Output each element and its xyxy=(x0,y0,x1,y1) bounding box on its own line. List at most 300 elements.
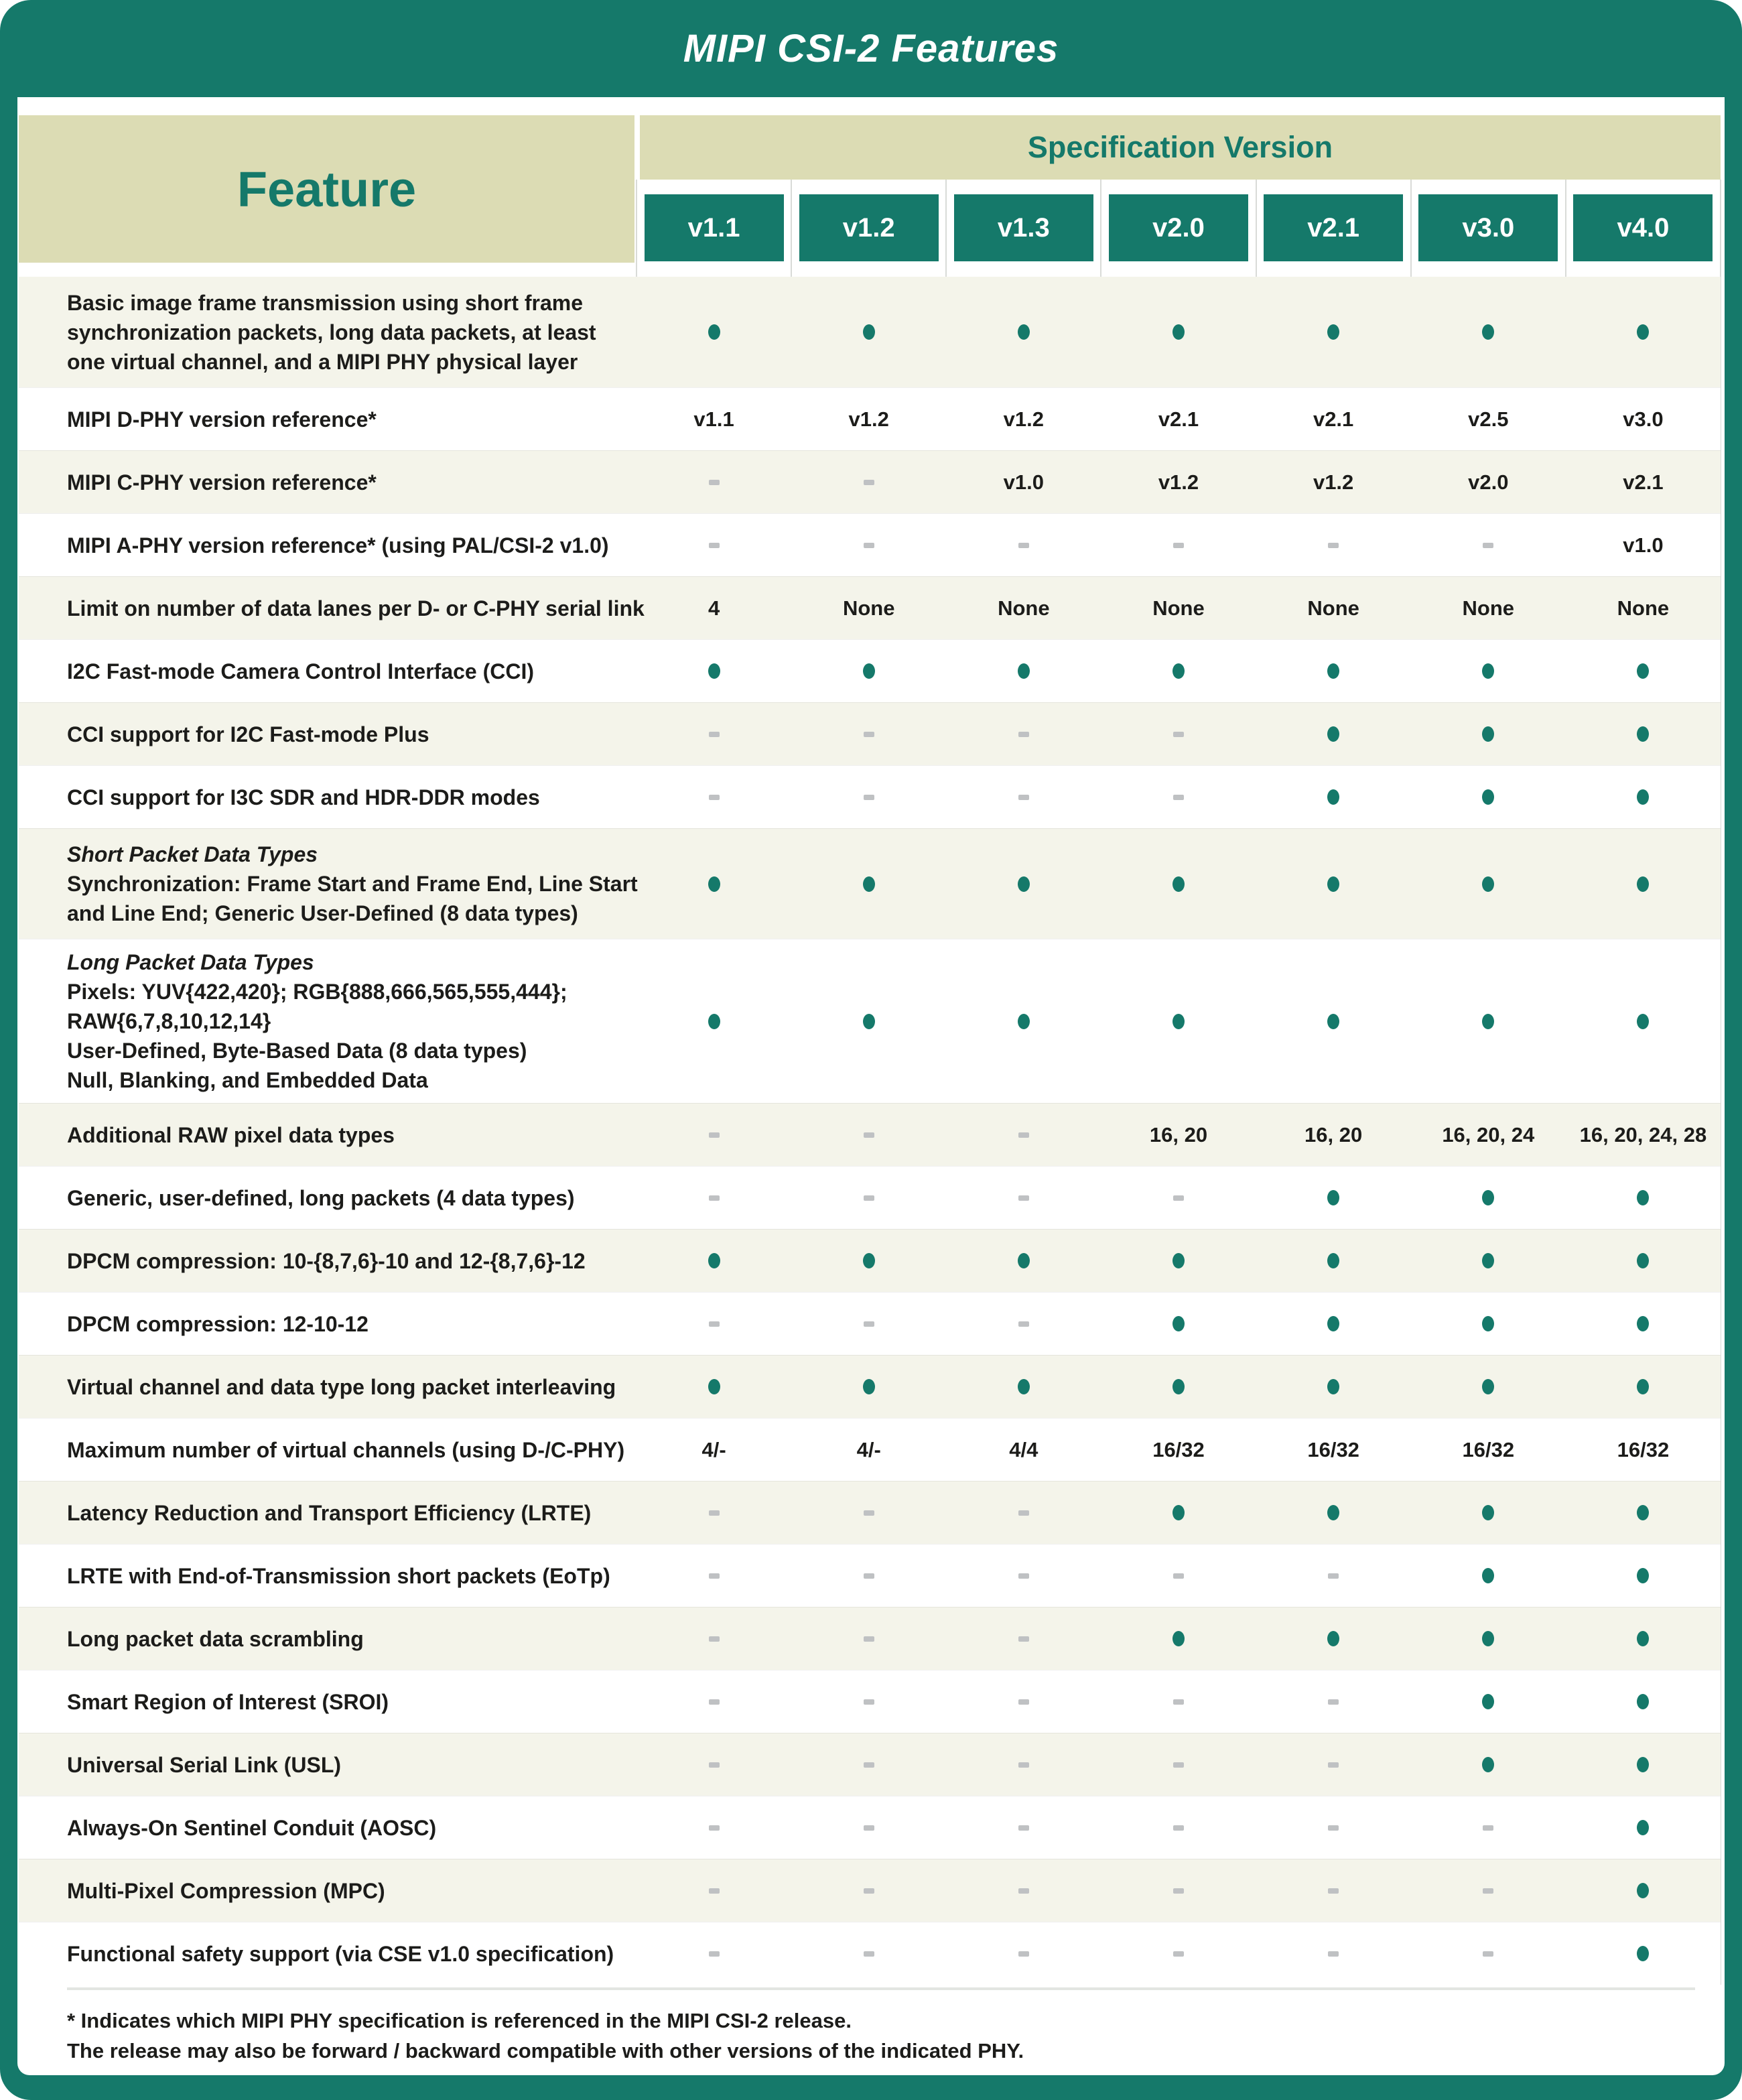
not-supported-dash-icon xyxy=(1018,1636,1029,1642)
page-title: MIPI CSI-2 Features xyxy=(683,27,1059,70)
value-cell xyxy=(1101,766,1256,828)
not-supported-dash-icon xyxy=(864,795,874,800)
value-text: v1.2 xyxy=(1158,470,1199,494)
feature-text-line: DPCM compression: 10-{8,7,6}-10 and 12-{8,7,6}-12 xyxy=(67,1248,586,1273)
value-cell xyxy=(636,1796,791,1859)
not-supported-dash-icon xyxy=(1173,1573,1184,1579)
value-cell xyxy=(1256,1356,1411,1418)
version-header-v4.0: v4.0 xyxy=(1573,194,1713,261)
value-cell xyxy=(791,577,946,639)
feature-text-line: Latency Reduction and Transport Efficiency (LRTE) xyxy=(67,1500,592,1525)
value-text: v3.0 xyxy=(1623,407,1664,431)
value-cell xyxy=(1411,939,1566,1103)
feature-cell xyxy=(19,939,636,1103)
supported-dot-icon xyxy=(1637,1379,1649,1394)
value-text: 16, 20, 24 xyxy=(1442,1122,1535,1146)
value-cell xyxy=(1256,1607,1411,1670)
feature-cell xyxy=(19,1104,636,1166)
not-supported-dash-icon xyxy=(1018,732,1029,737)
version-header-v2.0: v2.0 xyxy=(1109,194,1248,261)
value-cell xyxy=(1566,577,1721,639)
not-supported-dash-icon xyxy=(1173,795,1184,800)
value-cell xyxy=(1566,1230,1721,1292)
supported-dot-icon xyxy=(708,663,720,679)
feature-text-line: synchronization packets, long data packets, at least xyxy=(67,320,596,344)
supported-dot-icon xyxy=(1637,1946,1649,1961)
not-supported-dash-icon xyxy=(1483,1825,1493,1831)
value-cell xyxy=(1411,640,1566,702)
not-supported-dash-icon xyxy=(864,1195,874,1201)
supported-dot-icon xyxy=(1018,1014,1030,1029)
value-cell xyxy=(1411,766,1566,828)
supported-dot-icon xyxy=(1637,1190,1649,1205)
value-cell xyxy=(1566,1670,1721,1733)
not-supported-dash-icon xyxy=(1018,1825,1029,1831)
value-text: 16/32 xyxy=(1152,1437,1205,1461)
supported-dot-icon xyxy=(1482,1014,1494,1029)
value-cell xyxy=(1101,1733,1256,1796)
not-supported-dash-icon xyxy=(1483,543,1493,548)
value-text: v1.2 xyxy=(1313,470,1354,494)
value-cell xyxy=(636,388,791,450)
feature-text-line: Long packet data scrambling xyxy=(67,1626,364,1651)
table-row xyxy=(19,1922,1721,1985)
value-cell xyxy=(946,1670,1101,1733)
value-cell xyxy=(636,277,791,387)
table-row xyxy=(19,513,1721,576)
value-cell xyxy=(636,1167,791,1229)
value-cell xyxy=(946,640,1101,702)
value-cell xyxy=(1256,577,1411,639)
value-cell xyxy=(946,1922,1101,1985)
supported-dot-icon xyxy=(1327,1014,1339,1029)
value-cell xyxy=(946,1104,1101,1166)
not-supported-dash-icon xyxy=(709,1762,720,1768)
table-row xyxy=(19,828,1721,939)
supported-dot-icon xyxy=(708,1253,720,1268)
value-text: v2.1 xyxy=(1313,407,1354,431)
table-row xyxy=(19,702,1721,765)
value-cell xyxy=(946,1167,1101,1229)
value-cell xyxy=(1101,1293,1256,1355)
feature-text-line: CCI support for I2C Fast-mode Plus xyxy=(67,722,429,746)
value-cell xyxy=(946,1607,1101,1670)
feature-cell xyxy=(19,1293,636,1355)
table-row xyxy=(19,450,1721,513)
value-cell xyxy=(1411,1356,1566,1418)
value-cell xyxy=(1101,1859,1256,1922)
supported-dot-icon xyxy=(1482,726,1494,742)
supported-dot-icon xyxy=(1637,1820,1649,1835)
supported-dot-icon xyxy=(1327,1253,1339,1268)
not-supported-dash-icon xyxy=(1328,1699,1339,1705)
value-cell xyxy=(1411,1859,1566,1922)
not-supported-dash-icon xyxy=(1173,1762,1184,1768)
value-cell xyxy=(791,640,946,702)
value-cell xyxy=(1411,1922,1566,1985)
supported-dot-icon xyxy=(1637,876,1649,892)
value-cell xyxy=(946,939,1101,1103)
value-cell xyxy=(1411,1796,1566,1859)
value-cell xyxy=(946,766,1101,828)
supported-dot-icon xyxy=(1327,876,1339,892)
not-supported-dash-icon xyxy=(1173,1825,1184,1831)
not-supported-dash-icon xyxy=(709,1321,720,1327)
value-cell xyxy=(946,577,1101,639)
value-cell xyxy=(636,1545,791,1607)
not-supported-dash-icon xyxy=(709,1888,720,1894)
not-supported-dash-icon xyxy=(864,1699,874,1705)
not-supported-dash-icon xyxy=(1328,1888,1339,1894)
value-cell xyxy=(791,766,946,828)
value-cell xyxy=(1411,277,1566,387)
value-cell xyxy=(791,1670,946,1733)
footnote xyxy=(67,2006,1024,2066)
value-cell xyxy=(946,1859,1101,1922)
value-cell xyxy=(1256,766,1411,828)
supported-dot-icon xyxy=(1018,324,1030,340)
feature-cell xyxy=(19,1733,636,1796)
value-cell xyxy=(1101,1356,1256,1418)
supported-dot-icon xyxy=(1018,876,1030,892)
value-cell xyxy=(1256,1545,1411,1607)
not-supported-dash-icon xyxy=(1018,1321,1029,1327)
feature-cell xyxy=(19,766,636,828)
title-band xyxy=(0,0,1742,97)
value-cell xyxy=(1256,703,1411,765)
value-text: v2.1 xyxy=(1158,407,1199,431)
table-row xyxy=(19,1355,1721,1418)
value-cell xyxy=(946,1230,1101,1292)
feature-heading-line: Long Packet Data Types xyxy=(67,950,314,974)
value-cell xyxy=(791,451,946,513)
value-cell xyxy=(1411,829,1566,939)
value-cell xyxy=(1256,277,1411,387)
not-supported-dash-icon xyxy=(709,1510,720,1516)
feature-text-line: MIPI D-PHY version reference* xyxy=(67,407,377,432)
supported-dot-icon xyxy=(863,1379,875,1394)
supported-dot-icon xyxy=(863,663,875,679)
feature-text-line: RAW{6,7,8,10,12,14} xyxy=(67,1009,271,1033)
feature-text-line: Virtual channel and data type long packet interleaving xyxy=(67,1374,616,1399)
value-cell xyxy=(1101,1545,1256,1607)
value-cell xyxy=(791,1796,946,1859)
value-text: 16/32 xyxy=(1462,1437,1515,1461)
feature-text-line: Smart Region of Interest (SROI) xyxy=(67,1689,389,1714)
not-supported-dash-icon xyxy=(709,1825,720,1831)
table-row xyxy=(19,576,1721,639)
value-cell xyxy=(1256,1796,1411,1859)
feature-cell xyxy=(19,1167,636,1229)
feature-text-line: DPCM compression: 12-10-12 xyxy=(67,1311,368,1336)
feature-cell xyxy=(19,577,645,639)
value-cell xyxy=(1256,451,1411,513)
supported-dot-icon xyxy=(1482,1694,1494,1709)
value-text: v2.1 xyxy=(1623,470,1664,494)
footnote-line-1: * Indicates which MIPI PHY specification is referenced in the MIPI CSI-2 release. xyxy=(67,2009,852,2032)
feature-heading-line: Short Packet Data Types xyxy=(67,842,318,866)
not-supported-dash-icon xyxy=(1018,543,1029,548)
value-cell xyxy=(1566,277,1721,387)
supported-dot-icon xyxy=(1637,324,1649,340)
value-cell xyxy=(1101,1167,1256,1229)
not-supported-dash-icon xyxy=(864,1636,874,1642)
supported-dot-icon xyxy=(1482,789,1494,805)
table-row xyxy=(19,277,1721,387)
not-supported-dash-icon xyxy=(1018,1195,1029,1201)
feature-text-line: Always-On Sentinel Conduit (AOSC) xyxy=(67,1815,437,1840)
value-text: 4 xyxy=(708,596,720,620)
feature-text-line: Additional RAW pixel data types xyxy=(67,1122,395,1147)
table-row xyxy=(19,1103,1721,1166)
value-text: None xyxy=(998,596,1050,620)
not-supported-dash-icon xyxy=(1483,1888,1493,1894)
value-cell xyxy=(1411,451,1566,513)
supported-dot-icon xyxy=(1637,1631,1649,1646)
feature-text-line: MIPI C-PHY version reference* xyxy=(67,470,377,495)
value-cell xyxy=(1411,1482,1566,1544)
value-text: 16, 20, 24, 28 xyxy=(1579,1122,1707,1146)
supported-dot-icon xyxy=(1172,663,1185,679)
feature-text-line: Null, Blanking, and Embedded Data xyxy=(67,1068,428,1092)
not-supported-dash-icon xyxy=(709,732,720,737)
table-row xyxy=(19,1859,1721,1922)
version-header-v2.1: v2.1 xyxy=(1264,194,1403,261)
supported-dot-icon xyxy=(863,1014,875,1029)
table-row xyxy=(19,1166,1721,1229)
not-supported-dash-icon xyxy=(1018,1951,1029,1957)
supported-dot-icon xyxy=(708,324,720,340)
value-cell xyxy=(1256,388,1411,450)
value-cell xyxy=(1101,1104,1256,1166)
not-supported-dash-icon xyxy=(864,1951,874,1957)
not-supported-dash-icon xyxy=(1018,1573,1029,1579)
value-cell xyxy=(946,277,1101,387)
value-cell xyxy=(1411,1419,1566,1481)
value-text: v1.2 xyxy=(1003,407,1045,431)
value-cell xyxy=(1566,1796,1721,1859)
not-supported-dash-icon xyxy=(1173,1195,1184,1201)
value-cell xyxy=(791,277,946,387)
not-supported-dash-icon xyxy=(1173,1888,1184,1894)
value-cell xyxy=(946,1293,1101,1355)
supported-dot-icon xyxy=(1018,663,1030,679)
supported-dot-icon xyxy=(1637,663,1649,679)
supported-dot-icon xyxy=(1018,1379,1030,1394)
value-cell xyxy=(636,1482,791,1544)
value-cell xyxy=(791,1922,946,1985)
value-cell xyxy=(636,1607,791,1670)
not-supported-dash-icon xyxy=(1018,1762,1029,1768)
table-row xyxy=(19,639,1721,702)
table-row xyxy=(19,1607,1721,1670)
value-cell xyxy=(636,1670,791,1733)
value-cell xyxy=(1566,766,1721,828)
feature-cell xyxy=(19,451,636,513)
supported-dot-icon xyxy=(1637,1253,1649,1268)
value-cell xyxy=(636,640,791,702)
feature-cell xyxy=(19,829,636,939)
value-cell xyxy=(946,1356,1101,1418)
supported-dot-icon xyxy=(863,1253,875,1268)
not-supported-dash-icon xyxy=(1018,1132,1029,1138)
value-cell xyxy=(636,514,791,576)
value-cell xyxy=(1411,1167,1566,1229)
value-cell xyxy=(946,703,1101,765)
not-supported-dash-icon xyxy=(1173,732,1184,737)
supported-dot-icon xyxy=(1172,324,1185,340)
not-supported-dash-icon xyxy=(864,732,874,737)
supported-dot-icon xyxy=(1482,1568,1494,1583)
not-supported-dash-icon xyxy=(709,543,720,548)
value-cell xyxy=(1411,388,1566,450)
feature-cell xyxy=(19,1922,636,1985)
value-cell xyxy=(1101,514,1256,576)
feature-text-line: I2C Fast-mode Camera Control Interface (CCI) xyxy=(67,659,535,683)
feature-text-line: Synchronization: Frame Start and Frame End, Line Start xyxy=(67,872,638,896)
supported-dot-icon xyxy=(1327,324,1339,340)
feature-cell xyxy=(19,388,636,450)
value-cell xyxy=(1566,640,1721,702)
table-row xyxy=(19,1670,1721,1733)
feature-cell xyxy=(19,514,636,576)
not-supported-dash-icon xyxy=(1328,1573,1339,1579)
not-supported-dash-icon xyxy=(864,1573,874,1579)
supported-dot-icon xyxy=(1482,1316,1494,1331)
not-supported-dash-icon xyxy=(1018,1888,1029,1894)
value-text: None xyxy=(1307,596,1359,620)
supported-dot-icon xyxy=(708,1379,720,1394)
supported-dot-icon xyxy=(1327,663,1339,679)
not-supported-dash-icon xyxy=(709,1195,720,1201)
value-text: None xyxy=(1617,596,1670,620)
value-cell xyxy=(1411,577,1566,639)
value-cell xyxy=(636,766,791,828)
value-cell xyxy=(1256,1670,1411,1733)
feature-text-line: CCI support for I3C SDR and HDR-DDR modes xyxy=(67,785,540,809)
value-cell xyxy=(1256,1922,1411,1985)
value-cell xyxy=(1101,703,1256,765)
value-cell xyxy=(1566,1356,1721,1418)
value-text: v2.0 xyxy=(1468,470,1509,494)
not-supported-dash-icon xyxy=(1173,1951,1184,1957)
supported-dot-icon xyxy=(863,324,875,340)
value-cell xyxy=(1101,277,1256,387)
value-cell xyxy=(791,1545,946,1607)
value-cell xyxy=(791,1293,946,1355)
value-cell xyxy=(1566,1293,1721,1355)
feature-text-line: LRTE with End-of-Transmission short packets (EoTp) xyxy=(67,1563,610,1588)
value-cell xyxy=(1411,1545,1566,1607)
value-cell xyxy=(636,1356,791,1418)
value-cell xyxy=(1566,1545,1721,1607)
table-row xyxy=(19,765,1721,828)
supported-dot-icon xyxy=(1482,1253,1494,1268)
not-supported-dash-icon xyxy=(709,1132,720,1138)
feature-cell xyxy=(19,1670,636,1733)
supported-dot-icon xyxy=(1637,1694,1649,1709)
feature-text-line: Universal Serial Link (USL) xyxy=(67,1752,342,1777)
supported-dot-icon xyxy=(1327,1631,1339,1646)
supported-dot-icon xyxy=(1172,876,1185,892)
value-cell xyxy=(1411,1670,1566,1733)
table-card xyxy=(17,97,1725,2075)
value-cell xyxy=(946,829,1101,939)
value-cell xyxy=(946,388,1101,450)
supported-dot-icon xyxy=(1637,726,1649,742)
value-cell xyxy=(1566,1859,1721,1922)
value-cell xyxy=(1566,1922,1721,1985)
supported-dot-icon xyxy=(1327,1316,1339,1331)
value-cell xyxy=(791,1607,946,1670)
value-cell xyxy=(1411,514,1566,576)
supported-dot-icon xyxy=(1482,1757,1494,1772)
table-row xyxy=(19,387,1721,450)
value-cell xyxy=(1411,703,1566,765)
not-supported-dash-icon xyxy=(864,1825,874,1831)
value-cell xyxy=(791,1356,946,1418)
not-supported-dash-icon xyxy=(709,1636,720,1642)
not-supported-dash-icon xyxy=(864,1321,874,1327)
version-header-v1.1: v1.1 xyxy=(645,194,784,261)
value-cell xyxy=(791,703,946,765)
supported-dot-icon xyxy=(1482,324,1494,340)
value-cell xyxy=(791,1104,946,1166)
value-cell xyxy=(1256,640,1411,702)
value-cell xyxy=(1411,1733,1566,1796)
feature-cell xyxy=(19,1796,636,1859)
value-text: 4/- xyxy=(856,1437,881,1461)
table-row xyxy=(19,1733,1721,1796)
feature-text-line: and Line End; Generic User-Defined (8 data types) xyxy=(67,901,578,925)
feature-text-line: Generic, user-defined, long packets (4 data types) xyxy=(67,1185,575,1210)
feature-column-header: Feature xyxy=(19,115,634,263)
feature-text-line: Basic image frame transmission using short frame xyxy=(67,290,584,315)
value-cell xyxy=(1101,939,1256,1103)
supported-dot-icon xyxy=(1637,1883,1649,1898)
value-cell xyxy=(1101,1607,1256,1670)
feature-cell xyxy=(19,1545,636,1607)
value-cell xyxy=(636,829,791,939)
value-cell xyxy=(1411,1607,1566,1670)
value-cell xyxy=(636,1230,791,1292)
value-cell xyxy=(791,1482,946,1544)
version-header-v1.3: v1.3 xyxy=(954,194,1093,261)
version-header-v1.2: v1.2 xyxy=(799,194,939,261)
value-cell xyxy=(1566,1733,1721,1796)
value-cell xyxy=(1566,1482,1721,1544)
supported-dot-icon xyxy=(1172,1253,1185,1268)
value-text: v1.0 xyxy=(1003,470,1045,494)
value-cell xyxy=(1566,451,1721,513)
supported-dot-icon xyxy=(708,1014,720,1029)
not-supported-dash-icon xyxy=(1173,1699,1184,1705)
supported-dot-icon xyxy=(1327,1190,1339,1205)
not-supported-dash-icon xyxy=(864,1888,874,1894)
value-cell xyxy=(636,1104,791,1166)
table-row xyxy=(19,1796,1721,1859)
value-text: 4/- xyxy=(701,1437,726,1461)
not-supported-dash-icon xyxy=(1483,1951,1493,1957)
value-cell xyxy=(1256,1733,1411,1796)
not-supported-dash-icon xyxy=(1018,1699,1029,1705)
not-supported-dash-icon xyxy=(709,1699,720,1705)
value-cell xyxy=(1256,829,1411,939)
not-supported-dash-icon xyxy=(709,480,720,485)
value-cell xyxy=(1566,1607,1721,1670)
value-cell xyxy=(636,1733,791,1796)
feature-cell xyxy=(19,1482,636,1544)
